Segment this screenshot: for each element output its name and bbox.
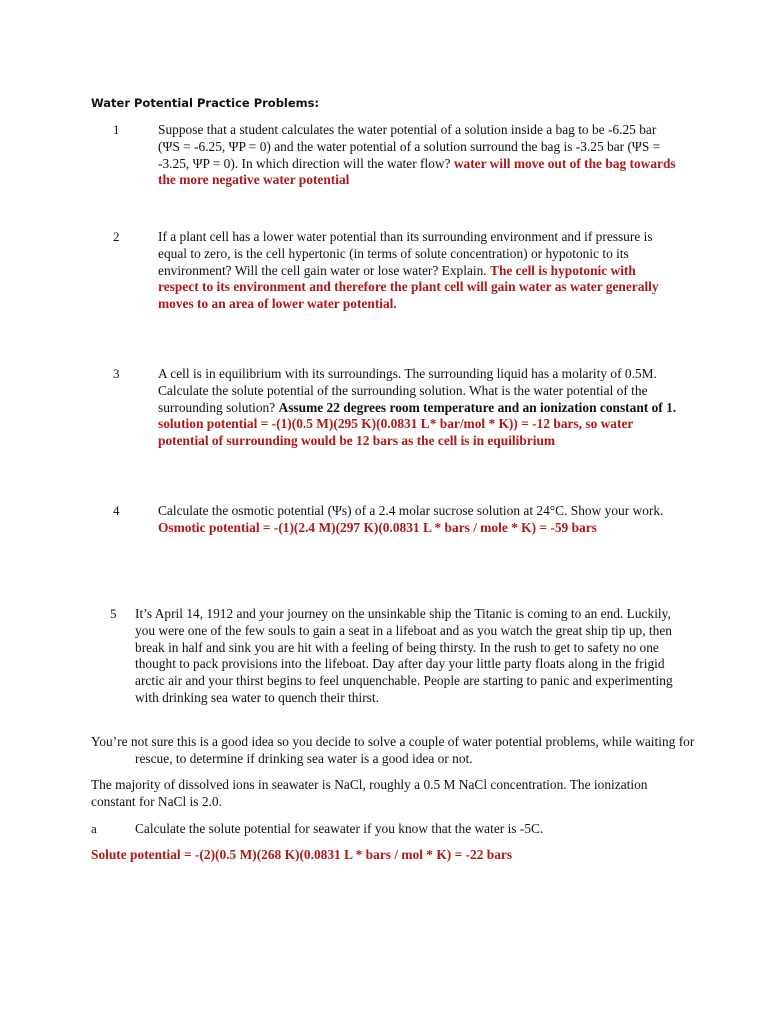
problem-5	[135, 606, 680, 707]
problem-4-answer: Osmotic potential = -(1)(2.4 M)(297 K)(0.0831 L * bars / mole * K) = -59 bars	[158, 519, 597, 535]
problem-4-number: 4	[113, 503, 120, 518]
problem-1-question: Suppose that a student calculates the water potential of a solution inside a bag to be -6.25 bar (ΨS = -6.25, ΨP = 0) and the water potential of a solution surround the bag is -3.25 bar (ΨS = -3.25, ΨP = 0). In which direction will the water flow?	[158, 122, 661, 171]
problem-3-number: 3	[113, 366, 120, 381]
problem-3	[158, 366, 678, 450]
problem-5-question: It’s April 14, 1912 and your journey on the unsinkable ship the Titanic is coming to an end. Luckily, you were one of the few souls to gain a seat in a lifeboat and as you watch the great ship tip up, then break in half and sink you are hit with a feeling of being thirsty. In the rush to get to safety no one thought to pack provisions into the lifeboat. Day after day your little party floats along in the frigid arctic air and your thirst begins to feel unquenchable. People are starting to panic and experimenting with drinking sea water to quench their thirst.	[135, 606, 673, 705]
sub-a-answer: Solute potential = -(2)(0.5 M)(268 K)(0.0831 L * bars / mol * K) = -22 bars	[91, 847, 513, 862]
problem-2-number: 2	[113, 229, 120, 244]
problem-3-answer: solution potential = -(1)(0.5 M)(295 K)(0.0831 L* bar/mol * K)) = -12 bars, so water potential of surrounding would be 12 bars as the cell is in equilibrium	[158, 416, 634, 449]
problem-2-answer: The cell is hypotonic with respect to its environment and therefore the plant cell will gain water as water generally moves to an area of lower water potential.	[158, 262, 659, 312]
problem-1-answer: water will move out of the bag towards the more negative water potential	[158, 155, 676, 188]
sub-a-label: a	[91, 821, 97, 836]
problem-2	[158, 229, 678, 313]
page-title: Water Potential Practice Problems:	[91, 96, 320, 110]
problem-1	[158, 122, 678, 189]
problem-2-question: If a plant cell has a lower water potential than its surrounding environment and if pressure is equal to zero, is the cell hypertonic (in terms of solute concentration) or hypotonic to its environment? Will the cell gain water or lose water? Explain.	[158, 229, 653, 278]
problem-1-number: 1	[113, 122, 120, 137]
paragraph-rescue: You’re not sure this is a good idea so you decide to solve a couple of water potential problems, while waiting for rescue, to determine if drinking sea water is a good idea or not.	[91, 734, 695, 766]
paragraph-seawater: The majority of dissolved ions in seawater is NaCl, roughly a 0.5 M NaCl concentration. The ionization constant for NaCl is 2.0.	[91, 777, 648, 809]
problem-3-note: Assume 22 degrees room temperature and an ionization constant of 1.	[278, 399, 677, 415]
problem-3-question: A cell is in equilibrium with its surroundings. The surrounding liquid has a molarity of 0.5M. Calculate the solute potential of the surrounding solution. What is the water potential of the surrounding solution?	[158, 366, 657, 415]
sub-a-question: Calculate the solute potential for seawater if you know that the water is -5C.	[135, 821, 544, 836]
problem-5-number: 5	[110, 606, 117, 621]
problem-4	[158, 503, 678, 537]
problem-4-question: Calculate the osmotic potential (Ψs) of a 2.4 molar sucrose solution at 24°C. Show your work.	[158, 503, 664, 518]
